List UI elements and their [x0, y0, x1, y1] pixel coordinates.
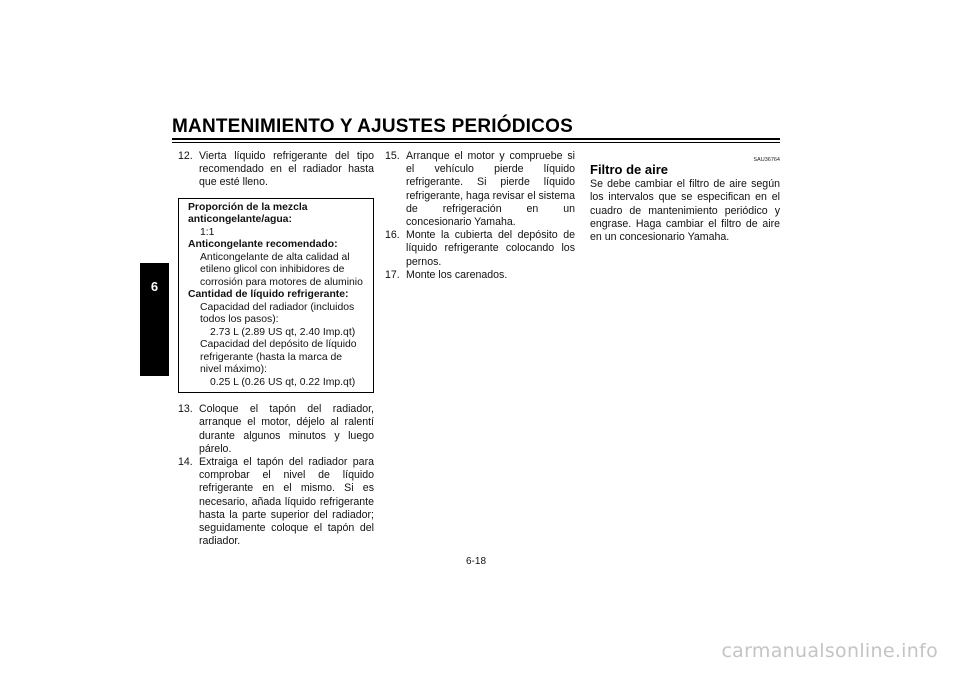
coolant-spec-box [178, 198, 374, 394]
reference-code: SAU36764 [753, 157, 780, 163]
step-13-number: 13. [178, 403, 193, 416]
page-number: 6-18 [466, 556, 487, 567]
step-12-number: 12. [178, 150, 193, 162]
watermark: carmanualsonline.info [721, 640, 938, 662]
mix-ratio-value: 1:1 [200, 226, 215, 238]
step-16 [385, 229, 575, 269]
chapter-tab-number: 6 [150, 279, 159, 294]
step-14-text: Extraiga el tapón del radiador para comprobar el nivel de líquido refrigerante en el mismo. Si es necesario, añada líquido refrigerante hasta la parte superior del radiador; seguidamente coloque el tapón del radiador. [199, 455, 374, 548]
antifreeze-label: Anticongelante recomendado: [188, 239, 338, 251]
reservoir-capacity-label: Capacidad del depósito de líquido refrigerante (hasta la marca de nivel máximo): [200, 339, 357, 376]
step-16-text: Monte la cubierta del depósito de líquido refrigerante colocando los pernos. [406, 229, 575, 268]
step-17-text: Monte los carenados. [406, 268, 508, 281]
page-title: MANTENIMIENTO Y AJUSTES PERIÓDICOS [172, 116, 573, 137]
title-rule-thick [172, 138, 780, 140]
step-14-number: 14. [178, 455, 193, 468]
step-17-number: 17. [385, 268, 400, 281]
air-filter-paragraph: Se debe cambiar el filtro de aire según los intervalos que se especifican en el cuadro de mantenimiento periódico y engrase. Haga cambiar el filtro de aire en un concesionario Yamaha. [590, 178, 780, 244]
reservoir-capacity-value: 0.25 L (0.26 US qt, 0.22 Imp.qt) [210, 376, 356, 388]
column-right [590, 150, 780, 244]
section-heading-air-filter: Filtro de aire [590, 162, 669, 177]
step-17 [385, 269, 575, 282]
column-left [178, 150, 374, 548]
column-middle [385, 150, 575, 282]
step-12 [178, 150, 374, 190]
step-15 [385, 150, 575, 229]
title-rule-thin [172, 142, 780, 143]
step-13-text: Coloque el tapón del radiador, arranque el motor, déjelo al ralentí durante algunos minutos y luego párelo. [199, 403, 374, 455]
chapter-tab [140, 263, 169, 376]
radiator-capacity-value: 2.73 L (2.89 US qt, 2.40 Imp.qt) [210, 326, 356, 338]
mix-ratio-label: Proporción de la mezcla anticongelante/agua: [188, 201, 308, 226]
step-15-text: Arranque el motor y compruebe si el vehículo pierde líquido refrigerante. Si pierde líquido refrigerante, haga revisar el sistema de refrigeración en un concesionario Yamaha. [406, 150, 575, 229]
step-12-text: Vierta líquido refrigerante del tipo recomendado en el radiador hasta que esté lleno. [199, 150, 374, 189]
antifreeze-value: Anticongelante de alta calidad al etileno glicol con inhibidores de corrosión para motores de aluminio [200, 251, 363, 288]
step-15-number: 15. [385, 150, 400, 162]
radiator-capacity-label: Capacidad del radiador (incluidos todos los pasos): [200, 301, 355, 326]
step-16-number: 16. [385, 229, 400, 242]
coolant-quantity-label: Cantidad de líquido refrigerante: [188, 289, 349, 301]
step-13 [178, 403, 374, 456]
step-14 [178, 456, 374, 548]
